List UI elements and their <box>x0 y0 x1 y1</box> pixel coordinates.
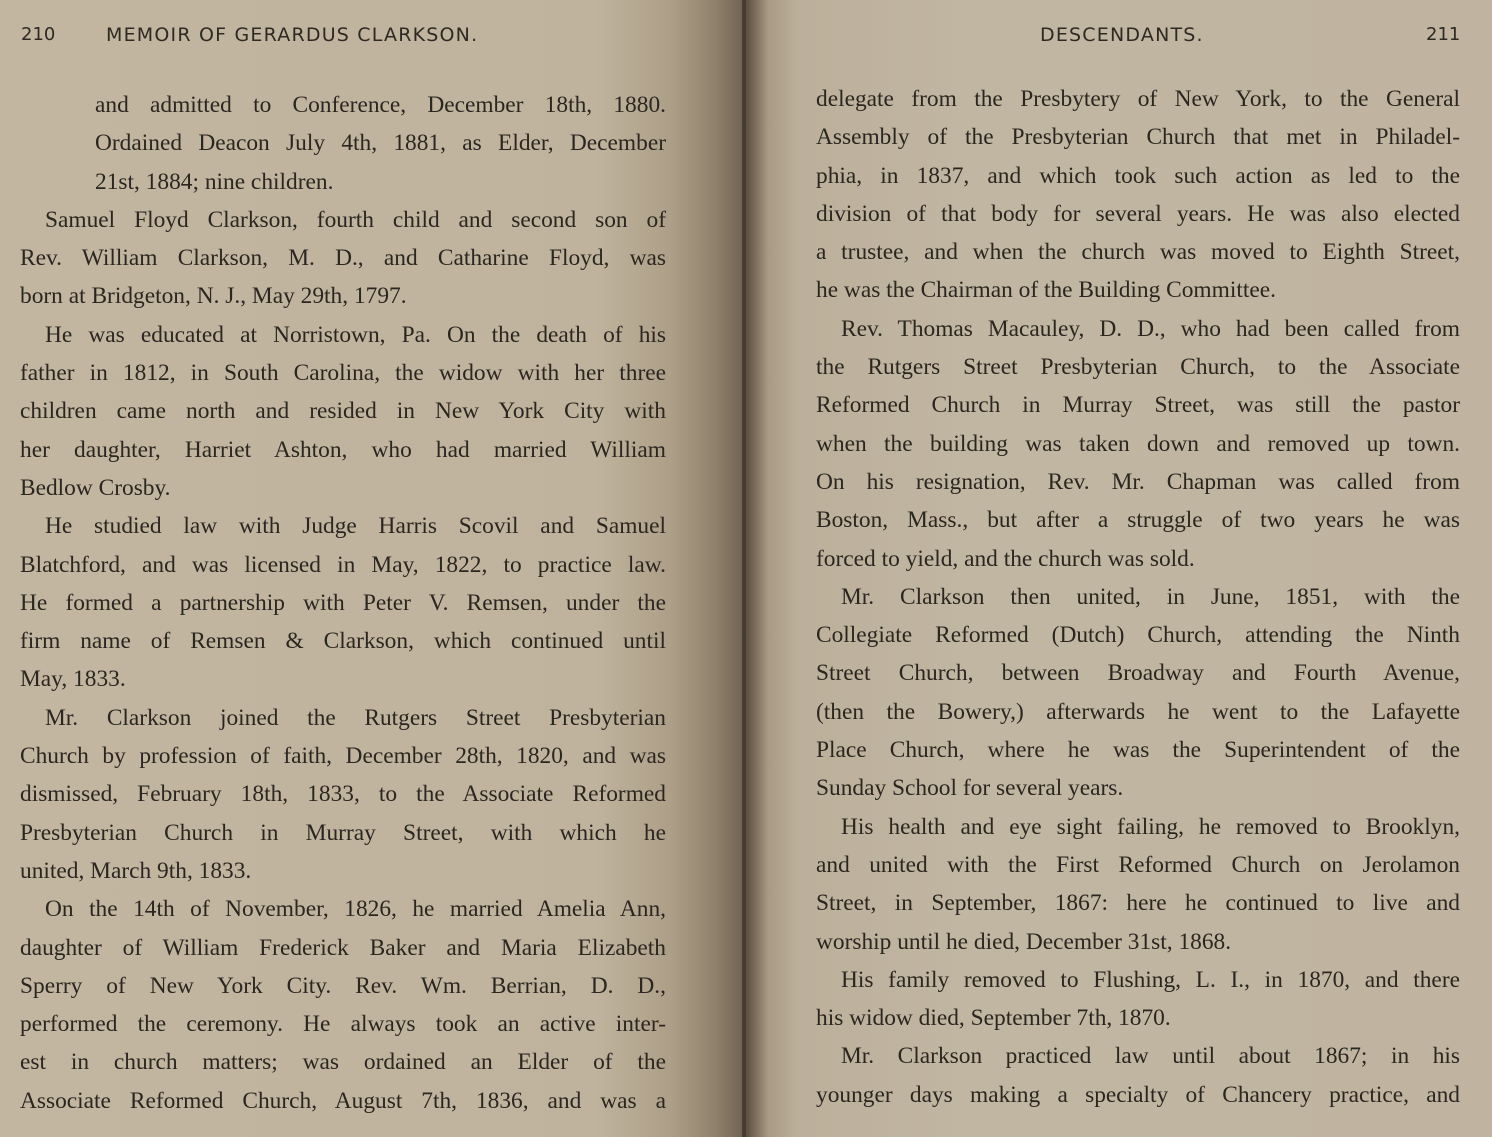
text-line: On the 14th of November, 1826, he married Amelia Ann, <box>45 896 666 923</box>
text-line: Place Church, where he was the Superintendent of the <box>816 737 1460 764</box>
text-line: united, March 9th, 1833. <box>20 857 252 884</box>
text-line: dismissed, February 18th, 1833, to the Associate Reformed <box>20 781 666 808</box>
text-line: the Rutgers Street Presbyterian Church, to the Associate <box>816 354 1460 381</box>
text-line: Rev. William Clarkson, M. D., and Catharine Floyd, was <box>20 245 666 272</box>
text-line: daughter of William Frederick Baker and Maria Elizabeth <box>20 934 666 961</box>
text-line: firm name of Remsen & Clarkson, which continued until <box>20 628 666 655</box>
text-line: when the building was taken down and removed up town. <box>816 430 1460 457</box>
text-line: a trustee, and when the church was moved to Eighth Street, <box>816 239 1460 266</box>
text-line: Sunday School for several years. <box>816 775 1124 802</box>
text-line: performed the ceremony. He always took an active inter- <box>20 1011 666 1038</box>
text-line: Associate Reformed Church, August 7th, 1836, and was a <box>20 1087 666 1114</box>
text-line: and united with the First Reformed Church on Jerolamon <box>816 851 1460 878</box>
text-line: Street, in September, 1867: here he continued to live and <box>816 890 1460 917</box>
text-line: his widow died, September 7th, 1870. <box>816 1005 1171 1032</box>
text-line: est in church matters; was ordained an Elder of the <box>20 1049 666 1076</box>
text-line: Mr. Clarkson then united, in June, 1851, with the <box>841 583 1460 610</box>
text-line: Church by profession of faith, December 28th, 1820, and was <box>20 743 666 770</box>
text-line: Ordained Deacon July 4th, 1881, as Elder, December <box>95 130 666 157</box>
text-line: Bedlow Crosby. <box>20 474 171 501</box>
text-line: Rev. Thomas Macauley, D. D., who had been called from <box>841 315 1460 342</box>
text-line: phia, in 1837, and which took such action as led to the <box>816 162 1460 189</box>
text-line: forced to yield, and the church was sold. <box>816 545 1195 572</box>
text-line: he was the Chairman of the Building Committee. <box>816 277 1276 304</box>
text-line: May, 1833. <box>20 666 126 693</box>
running-head: MEMOIR OF GERARDUS CLARKSON. <box>106 24 479 46</box>
text-line: division of that body for several years. He was also elected <box>816 200 1460 227</box>
text-line: 21st, 1884; nine children. <box>95 168 334 195</box>
text-line: father in 1812, in South Carolina, the widow with her three <box>20 360 666 387</box>
body-text <box>816 80 1460 1114</box>
page-number: 210 <box>21 24 56 45</box>
text-line: His health and eye sight failing, he removed to Brooklyn, <box>841 813 1460 840</box>
text-line: Assembly of the Presbyterian Church that met in Philadel- <box>816 124 1460 151</box>
text-line: Reformed Church in Murray Street, was still the pastor <box>816 392 1460 419</box>
text-line: Boston, Mass., but after a struggle of two years he was <box>816 507 1460 534</box>
text-line: He formed a partnership with Peter V. Remsen, under the <box>20 589 666 616</box>
running-head: DESCENDANTS. <box>1040 24 1204 46</box>
text-line: On his resignation, Rev. Mr. Chapman was called from <box>816 468 1460 495</box>
text-line: Sperry of New York City. Rev. Wm. Berrian, D. D., <box>20 972 666 999</box>
text-line: Street Church, between Broadway and Fourth Avenue, <box>816 660 1460 687</box>
text-line: He studied law with Judge Harris Scovil and Samuel <box>45 513 666 540</box>
text-line: Mr. Clarkson joined the Rutgers Street Presbyterian <box>45 704 666 731</box>
body-text <box>20 86 666 1120</box>
text-line: Presbyterian Church in Murray Street, with which he <box>20 819 666 846</box>
text-line: Mr. Clarkson practiced law until about 1867; in his <box>841 1043 1460 1070</box>
text-line: children came north and resided in New York City with <box>20 398 666 425</box>
text-line: delegate from the Presbytery of New York, to the General <box>816 86 1460 112</box>
text-line: younger days making a specialty of Chancery practice, and <box>816 1081 1460 1108</box>
text-line: His family removed to Flushing, L. I., in 1870, and there <box>841 966 1460 993</box>
text-line: Collegiate Reformed (Dutch) Church, attending the Ninth <box>816 622 1460 649</box>
text-line: Blatchford, and was licensed in May, 1822, to practice law. <box>20 551 666 578</box>
text-line: (then the Bowery,) afterwards he went to the Lafayette <box>816 698 1460 725</box>
text-line: He was educated at Norristown, Pa. On the death of his <box>45 321 666 348</box>
text-line: her daughter, Harriet Ashton, who had married William <box>20 436 666 463</box>
text-line: worship until he died, December 31st, 1868. <box>816 928 1232 955</box>
text-line: and admitted to Conference, December 18th, 1880. <box>95 92 666 118</box>
right-page <box>746 0 1492 1137</box>
text-line: Samuel Floyd Clarkson, fourth child and second son of <box>45 206 666 233</box>
text-line: born at Bridgeton, N. J., May 29th, 1797. <box>20 283 407 310</box>
page-number: 211 <box>1426 24 1461 45</box>
